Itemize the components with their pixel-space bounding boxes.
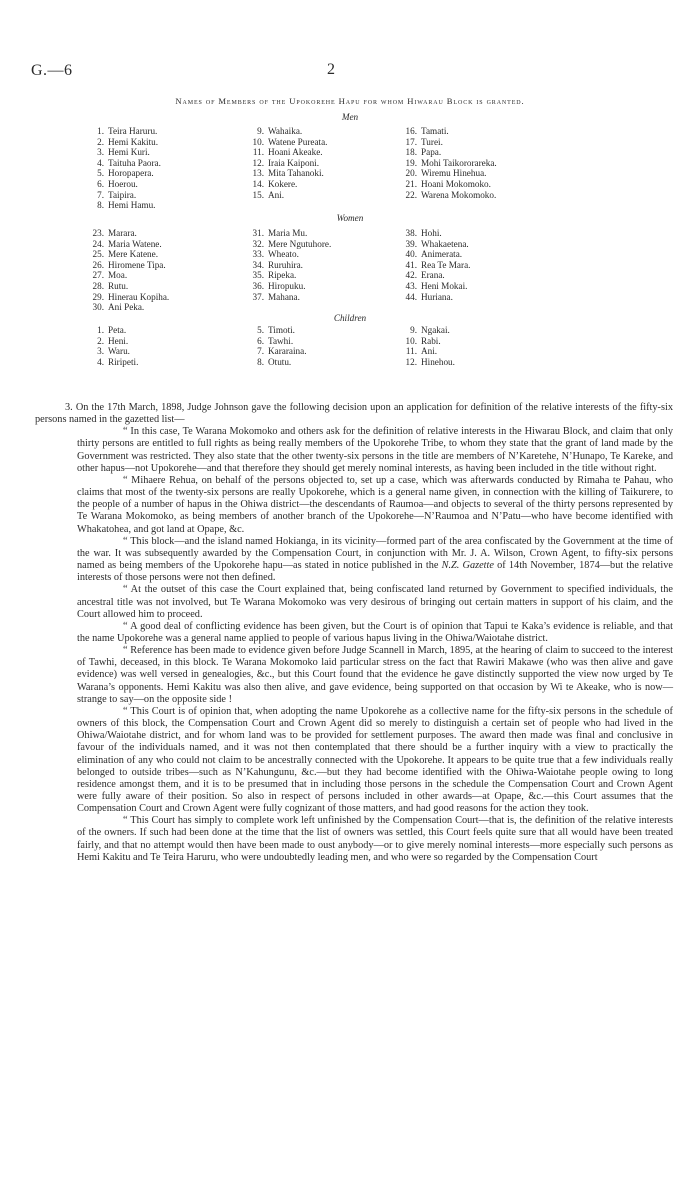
paragraph: “ Mihaere Rehua, on behalf of the persons objected to, set up a case, which was afterwards conducted by Rimaha te Pahau, who claims that most of the twenty-six persons are really Upokorehe, which is a general name given, in connection with the killing of Taikurere, to the people of a number of hapus in the Ohiwa district—the descendants of Raumoa—and objects to several of the thirty persons represented by Te Warana Mokomoko, as being members of another branch of the Upokorehe—N’Raumoa and N’Patu—who have become identified with Whakatohea, and got land at Opape, &c. [77, 474, 673, 535]
item-number: 30. [92, 302, 104, 313]
list-item [90, 190, 161, 201]
member-name: Mohi Taikororareka. [421, 157, 497, 168]
list-item [397, 260, 470, 271]
list-item [84, 239, 169, 250]
list-item [84, 281, 169, 292]
member-name: Waru. [108, 346, 130, 357]
item-number: 34. [252, 259, 264, 270]
item-number: 41. [405, 259, 417, 270]
item-number: 16. [405, 126, 417, 136]
item-number: 44. [405, 291, 417, 302]
member-name: Tamati. [421, 126, 449, 136]
member-name: Wiremu Hinehua. [421, 168, 487, 179]
member-name: Ani. [421, 346, 438, 357]
list-item [244, 281, 331, 292]
men-list-column-2 [244, 126, 327, 200]
item-number: 2. [97, 136, 104, 147]
member-name: Ripeka. [268, 270, 297, 281]
member-name: Whakaetena. [421, 238, 469, 249]
list-item [397, 281, 470, 292]
item-number: 21. [405, 178, 417, 189]
item-number: 14. [252, 178, 264, 189]
member-name: Heni. [108, 335, 129, 346]
children-subheading: Children [333, 313, 367, 323]
member-name: Hemi Kakitu. [108, 136, 159, 147]
list-item [244, 228, 331, 239]
member-name: Otutu. [268, 356, 292, 367]
member-name: Peta. [108, 325, 127, 335]
member-name: Ngakai. [421, 325, 450, 335]
list-item [397, 126, 497, 137]
member-name: Tawhi. [268, 335, 294, 346]
list-item [397, 168, 497, 179]
item-number: 43. [405, 280, 417, 291]
member-name: Hoani Akeake. [268, 147, 323, 158]
member-name: Timoti. [268, 325, 295, 335]
item-number: 5. [257, 325, 264, 335]
item-number: 6. [257, 335, 264, 346]
member-name: Maria Watene. [108, 238, 162, 249]
item-number: 37. [252, 291, 264, 302]
list-item [244, 260, 331, 271]
list-item [397, 270, 470, 281]
list-item [397, 239, 470, 250]
list-item [84, 228, 169, 239]
women-list-column-2 [244, 228, 331, 302]
list-item [250, 336, 307, 347]
member-name: Mita Tahanoki. [268, 168, 324, 179]
list-item [397, 147, 497, 158]
member-name: Rutu. [108, 280, 129, 291]
list-item [250, 346, 307, 357]
children-list-column-2 [250, 325, 307, 367]
item-number: 11. [252, 147, 264, 158]
paragraph: “ In this case, Te Warana Mokomoko and others ask for the definition of relative interests in the Hiwarau Block, and claim that only thirty persons are entitled to full rights as being really members of the Upokorehe Tribe, to whom they state that the grant of land made by the Government was restricted. They also state that the other twenty-six persons in the title are members of N’Karetehe, N’Hunapo, Te Kareke, and other hapus—not Upokorehe—and that therefore they should get merely nominal interests, as having been included in the title without right. [77, 426, 673, 474]
list-item [397, 292, 470, 303]
paragraph [35, 536, 673, 585]
page-identifier: G.—6 [31, 62, 73, 79]
item-number: 1. [97, 325, 104, 335]
list-item [90, 357, 138, 368]
list-item [90, 346, 138, 357]
paragraph-text: “ This block—and the island named Hokianga, in its vicinity—formed part of the area confiscated by the Government at the time of the war. It was subsequently awarded by the Compensation Court, in conjunction with Mr. J. A. Wilson, Crown Agent, to fifty-six persons named as being members of the Upokorehe hapu—as stated in notice published in the [77, 535, 673, 572]
list-item [397, 158, 497, 169]
paragraph: 3. On the 17th March, 1898, Judge Johnson gave the following decision upon an application for definition of the relative interests of the fifty-six persons named in the gazetted list— [35, 402, 673, 426]
member-name: Hohi. [421, 228, 442, 238]
list-item [244, 179, 327, 190]
item-number: 27. [92, 270, 104, 281]
women-subheading: Women [336, 213, 364, 223]
member-name: Taituha Paora. [108, 157, 161, 168]
member-name: Animerata. [421, 249, 463, 260]
member-name: Ani Peka. [108, 302, 145, 313]
member-name: Hinerau Kopiha. [108, 291, 170, 302]
member-name: Rabi. [421, 335, 441, 346]
item-number: 9. [257, 126, 264, 136]
member-name: Hemi Hamu. [108, 200, 156, 211]
member-name: Taipira. [108, 189, 137, 200]
list-heading: Names of Members of the Upokorehe Hapu for whom Hiwarau Block is granted. [175, 96, 525, 106]
member-name: Mahana. [268, 291, 300, 302]
member-name: Hoani Mokomoko. [421, 178, 491, 189]
member-name: Wahaika. [268, 126, 303, 136]
item-number: 11. [405, 346, 417, 357]
item-number: 26. [92, 259, 104, 270]
item-number: 19. [405, 157, 417, 168]
men-list-column-3 [397, 126, 497, 200]
list-item [84, 302, 169, 313]
list-item [397, 179, 497, 190]
list-item [397, 228, 470, 239]
item-number: 33. [252, 249, 264, 260]
list-item [250, 357, 307, 368]
member-name: Wheato. [268, 249, 299, 260]
item-number: 3. [97, 147, 104, 158]
list-item [397, 137, 497, 148]
member-name: Ruruhira. [268, 259, 303, 270]
list-item [244, 249, 331, 260]
member-name: Mere Ngutuhore. [268, 238, 332, 249]
item-number: 3. [97, 346, 104, 357]
member-name: Kokere. [268, 178, 298, 189]
item-number: 13. [252, 168, 264, 179]
member-name: Rea Te Mara. [421, 259, 471, 270]
item-number: 1. [97, 126, 104, 136]
item-number: 40. [405, 249, 417, 260]
item-number: 4. [97, 157, 104, 168]
item-number: 32. [252, 238, 264, 249]
list-item [90, 168, 161, 179]
member-name: Teira Haruru. [108, 126, 158, 136]
item-number: 4. [97, 356, 104, 367]
item-number: 23. [92, 228, 104, 238]
children-list-column-3 [397, 325, 455, 367]
list-item [244, 270, 331, 281]
list-item [397, 190, 497, 201]
item-number: 5. [97, 168, 104, 179]
member-name: Hiropuku. [268, 280, 306, 291]
member-name: Hemi Kuri. [108, 147, 150, 158]
list-item [397, 249, 470, 260]
item-number: 38. [405, 228, 417, 238]
list-item [244, 126, 327, 137]
member-name: Kararaina. [268, 346, 307, 357]
list-item [90, 158, 161, 169]
list-item [244, 137, 327, 148]
list-item [244, 158, 327, 169]
list-item [90, 126, 161, 137]
list-item [244, 147, 327, 158]
member-name: Marara. [108, 228, 137, 238]
item-number: 7. [257, 346, 264, 357]
list-item [90, 179, 161, 190]
item-number: 12. [405, 356, 417, 367]
item-number: 29. [92, 291, 104, 302]
list-item [397, 346, 455, 357]
member-name: Heni Mokai. [421, 280, 468, 291]
decision-text [35, 402, 673, 864]
item-number: 20. [405, 168, 417, 179]
list-item [84, 260, 169, 271]
paragraph: “ At the outset of this case the Court explained that, being confiscated land returned by Government to specified individuals, the ancestral title was not involved, but Te Warana Mokomoko was very desirous of bringing out certain matters in support of his claim, and the Court allowed him to proceed. [77, 584, 673, 620]
member-name: Watene Pureata. [268, 136, 328, 147]
item-number: 8. [257, 356, 264, 367]
member-name: Hoerou. [108, 178, 138, 189]
list-item [90, 325, 138, 336]
member-name: Riripeti. [108, 356, 139, 367]
member-name: Iraia Kaiponi. [268, 157, 320, 168]
list-item [90, 200, 161, 211]
paragraph: “ This Court is of opinion that, when adopting the name Upokorehe as a collective name for the fifty-six persons in the schedule of owners of this block, the Compensation Court and Crown Agent did so merely to distinguish a certain set of people who had lived in the Ohiwa/Waiotahe district, and for whom land was to be provided for settlement purposes. The award then made was final and conclusive in favour of the individuals named, and it was not then contemplated that there should be a further inquiry with a view to practically the elimination of any who could not claim to be ancestrally connected with the Upokorehe. It appears to be quite true that a few individuals really belonged to outside tribes—such as N’Kahungunu, &c.—but they had become identified with the Ohiwa-Waiotahe people owing to long residence amongst them, and it is to be presumed that in including those persons in the schedule the Compensation Court and Crown Agent were fully aware of their position. So also in respect of persons included in other awards—at Opape, &c.—this Court assumes that the Compensation Court and Crown Agent were fully cognizant of those matters, and had good reasons for the action they took. [77, 705, 673, 815]
item-number: 28. [92, 280, 104, 291]
item-number: 35. [252, 270, 264, 281]
member-name: Turei. [421, 136, 443, 147]
item-number: 7. [97, 189, 104, 200]
list-item [397, 357, 455, 368]
member-name: Moa. [108, 270, 128, 281]
list-item [397, 336, 455, 347]
item-number: 36. [252, 280, 264, 291]
item-number: 8. [97, 200, 104, 211]
item-number: 25. [92, 249, 104, 260]
list-item [90, 147, 161, 158]
list-item [250, 325, 307, 336]
list-item [244, 190, 327, 201]
item-number: 18. [405, 147, 417, 158]
item-number: 15. [252, 189, 264, 200]
member-name: Horopapera. [108, 168, 154, 179]
item-number: 6. [97, 178, 104, 189]
list-item [244, 168, 327, 179]
list-item [397, 325, 455, 336]
member-name: Erana. [421, 270, 445, 281]
women-list-column-3 [397, 228, 470, 302]
list-item [244, 292, 331, 303]
gazette-title: N.Z. Gazette [441, 560, 494, 572]
member-name: Ani. [268, 189, 285, 200]
list-item [84, 270, 169, 281]
member-name: Mere Katene. [108, 249, 158, 260]
item-number: 24. [92, 238, 104, 249]
member-name: Hinehou. [421, 356, 455, 367]
list-item [84, 249, 169, 260]
women-list-column-1 [84, 228, 169, 313]
member-name: Papa. [421, 147, 442, 158]
item-number: 42. [405, 270, 417, 281]
item-number: 39. [405, 238, 417, 249]
member-name: Maria Mu. [268, 228, 308, 238]
list-item [84, 292, 169, 303]
item-number: 9. [410, 325, 417, 335]
men-list-column-1 [90, 126, 161, 211]
item-number: 10. [405, 335, 417, 346]
paragraph: “ A good deal of conflicting evidence has been given, but the Court is of opinion that Tapui te Kaka’s evidence is reliable, and that the name Upokorehe was a general name applied to people of various hapus living in the Ohiwa/Waiotahe district. [77, 620, 673, 644]
item-number: 22. [405, 189, 417, 200]
list-item [244, 239, 331, 250]
paragraph: “ This Court has simply to complete work left unfinished by the Compensation Court—that is, the definition of the relative interests of the owners. If such had been done at the time that the list of owners was settled, this Court feels quite sure that all would have been treated fairly, and that no attempt would then have been made to oust anybody—or to give merely nominal interests—more especially such persons as Hemi Kakitu and Te Teira Haruru, who were undoubtedly leading men, and who were so regarded by the Compensation Court [77, 815, 673, 863]
list-item [90, 137, 161, 148]
item-number: 12. [252, 157, 264, 168]
page-number: 2 [327, 61, 335, 78]
paragraph-text: of 14th November, 1874—but the relative interests of those persons were not then defined. [77, 560, 673, 584]
list-item [90, 336, 138, 347]
item-number: 10. [252, 136, 264, 147]
children-list-column-1 [90, 325, 138, 367]
men-subheading: Men [341, 112, 359, 122]
member-name: Warena Mokomoko. [421, 189, 497, 200]
item-number: 31. [252, 228, 264, 238]
member-name: Hiromene Tipa. [108, 259, 166, 270]
paragraph: “ Reference has been made to evidence given before Judge Scannell in March, 1895, at the hearing of claim to succeed to the interest of Tawhi, deceased, in this block. Te Warana Mokomoko laid particular stress on the fact that Rawiri Makawe (who was then alive and gave evidence) was well versed in genealogies, &c., but this Court found that the evidence he gave distinctly supported the view now urged by Te Warana’s opponents. Hemi Kakitu was also then alive, and gave evidence, being supported on that occasion by Wi te Akeake, who is now—strange to say—on the opposite side ! [77, 645, 673, 705]
member-name: Huriana. [421, 291, 453, 302]
item-number: 2. [97, 335, 104, 346]
item-number: 17. [405, 136, 417, 147]
